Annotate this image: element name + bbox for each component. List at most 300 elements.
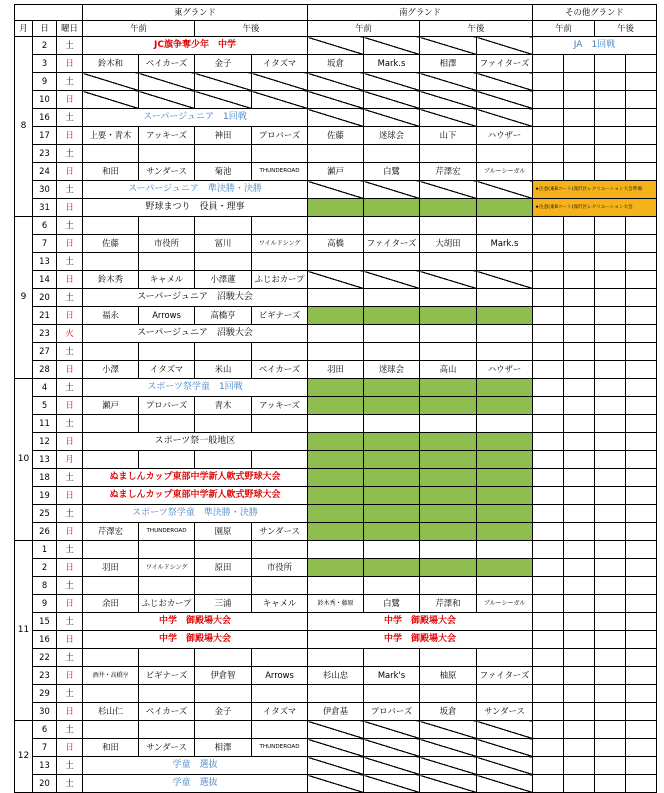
month-cell: 10 bbox=[15, 379, 33, 541]
empty-slot bbox=[626, 361, 657, 379]
team-cell: Arrows bbox=[139, 307, 195, 325]
team-cell: 芹澤和 bbox=[420, 595, 477, 613]
reserved-slot bbox=[420, 433, 477, 451]
team-cell: プロバーズ bbox=[139, 397, 195, 415]
schedule-row bbox=[15, 703, 657, 721]
weekday-cell: 土 bbox=[57, 577, 83, 595]
empty-slot bbox=[564, 613, 595, 631]
unavailable-slot bbox=[308, 91, 364, 109]
empty-slot bbox=[564, 595, 595, 613]
empty-slot bbox=[595, 541, 626, 559]
empty-slot bbox=[595, 739, 626, 757]
team-cell: 大胡田 bbox=[420, 235, 477, 253]
empty-slot bbox=[564, 667, 595, 685]
empty-slot bbox=[252, 145, 308, 163]
weekday-cell: 土 bbox=[57, 253, 83, 271]
empty-slot bbox=[533, 145, 564, 163]
empty-slot bbox=[595, 253, 626, 271]
empty-slot bbox=[139, 415, 195, 433]
empty-slot bbox=[564, 577, 595, 595]
weekday-cell: 土 bbox=[57, 109, 83, 127]
reserved-slot bbox=[477, 199, 533, 217]
empty-slot bbox=[364, 343, 420, 361]
unavailable-slot bbox=[308, 271, 364, 289]
empty-slot bbox=[626, 775, 657, 793]
reserved-slot bbox=[308, 469, 364, 487]
empty-slot bbox=[564, 721, 595, 739]
unavailable-slot bbox=[308, 775, 364, 793]
empty-slot bbox=[564, 343, 595, 361]
empty-slot bbox=[477, 541, 533, 559]
empty-slot bbox=[564, 703, 595, 721]
day-cell: 16 bbox=[33, 109, 57, 127]
unavailable-slot bbox=[308, 757, 364, 775]
team-cell: 神田 bbox=[195, 127, 252, 145]
day-cell: 23 bbox=[33, 325, 57, 343]
unavailable-slot bbox=[420, 37, 477, 55]
south-ground-header: 南グランド bbox=[308, 5, 533, 21]
event-banner: スポーツ祭一般地区 bbox=[83, 433, 308, 451]
empty-slot bbox=[564, 271, 595, 289]
team-cell: ふじおカープ bbox=[139, 595, 195, 613]
unavailable-slot bbox=[308, 109, 364, 127]
empty-slot bbox=[564, 235, 595, 253]
empty-slot bbox=[533, 613, 564, 631]
schedule-row bbox=[15, 595, 657, 613]
team-cell: 福永 bbox=[83, 307, 139, 325]
empty-slot bbox=[564, 397, 595, 415]
team-cell: 白鷺 bbox=[364, 163, 420, 181]
empty-slot bbox=[252, 343, 308, 361]
empty-slot bbox=[564, 523, 595, 541]
reserved-slot bbox=[308, 487, 364, 505]
weekday-cell: 日 bbox=[57, 397, 83, 415]
schedule-row bbox=[15, 397, 657, 415]
empty-slot bbox=[564, 541, 595, 559]
empty-slot bbox=[595, 307, 626, 325]
team-cell: アッキーズ bbox=[252, 397, 308, 415]
team-cell: キャメル bbox=[139, 271, 195, 289]
empty-slot bbox=[252, 451, 308, 469]
empty-slot bbox=[139, 217, 195, 235]
day-cell: 6 bbox=[33, 721, 57, 739]
unavailable-slot bbox=[420, 91, 477, 109]
ground-schedule-table bbox=[14, 4, 657, 793]
team-cell: 芹澤宏 bbox=[420, 163, 477, 181]
team-cell: 坂倉 bbox=[308, 55, 364, 73]
reserved-slot bbox=[308, 379, 364, 397]
empty-slot bbox=[626, 415, 657, 433]
reserved-slot bbox=[420, 523, 477, 541]
empty-slot bbox=[420, 325, 477, 343]
east-ground-header: 東グランド bbox=[83, 5, 308, 21]
empty-slot bbox=[595, 451, 626, 469]
empty-slot bbox=[533, 523, 564, 541]
empty-slot bbox=[533, 109, 564, 127]
unavailable-slot bbox=[477, 775, 533, 793]
team-cell: 米山 bbox=[195, 361, 252, 379]
empty-slot bbox=[364, 577, 420, 595]
weekday-cell: 土 bbox=[57, 181, 83, 199]
reserved-slot bbox=[308, 307, 364, 325]
weekday-cell: 日 bbox=[57, 199, 83, 217]
empty-slot bbox=[420, 145, 477, 163]
day-cell: 25 bbox=[33, 505, 57, 523]
day-cell: 29 bbox=[33, 685, 57, 703]
day-cell: 5 bbox=[33, 397, 57, 415]
empty-slot bbox=[364, 217, 420, 235]
team-cell: 余田 bbox=[83, 595, 139, 613]
empty-slot bbox=[564, 649, 595, 667]
empty-slot bbox=[533, 595, 564, 613]
reserved-slot bbox=[477, 379, 533, 397]
schedule-row bbox=[15, 55, 657, 73]
team-cell: 鈴木秀 bbox=[83, 271, 139, 289]
empty-slot bbox=[626, 163, 657, 181]
reserved-slot bbox=[420, 487, 477, 505]
empty-slot bbox=[139, 541, 195, 559]
schedule-row bbox=[15, 469, 657, 487]
day-cell: 9 bbox=[33, 73, 57, 91]
empty-slot bbox=[533, 307, 564, 325]
reserved-slot bbox=[308, 397, 364, 415]
empty-slot bbox=[595, 163, 626, 181]
reserved-slot bbox=[308, 505, 364, 523]
other-am-header: 午前 bbox=[533, 21, 595, 37]
reserved-slot bbox=[364, 433, 420, 451]
schedule-row bbox=[15, 307, 657, 325]
east-am-header: 午前 bbox=[83, 21, 195, 37]
empty-slot bbox=[626, 109, 657, 127]
event-banner: 中学 御殿場大会 bbox=[308, 631, 533, 649]
event-banner: JC旗争奪少年 中学 bbox=[83, 37, 308, 55]
day-cell: 10 bbox=[33, 91, 57, 109]
empty-slot bbox=[564, 361, 595, 379]
empty-slot bbox=[533, 757, 564, 775]
schedule-row bbox=[15, 343, 657, 361]
empty-slot bbox=[595, 487, 626, 505]
empty-slot bbox=[308, 415, 364, 433]
empty-slot bbox=[477, 253, 533, 271]
team-cell: 三浦 bbox=[195, 595, 252, 613]
schedule-row bbox=[15, 739, 657, 757]
day-cell: 7 bbox=[33, 739, 57, 757]
team-cell: サンダース bbox=[477, 703, 533, 721]
empty-slot bbox=[564, 109, 595, 127]
empty-slot bbox=[420, 541, 477, 559]
empty-slot bbox=[595, 649, 626, 667]
reserved-slot bbox=[308, 433, 364, 451]
empty-slot bbox=[477, 289, 533, 307]
south-am-header: 午前 bbox=[308, 21, 420, 37]
reserved-slot bbox=[420, 379, 477, 397]
day-cell: 17 bbox=[33, 127, 57, 145]
empty-slot bbox=[420, 217, 477, 235]
empty-slot bbox=[477, 217, 533, 235]
team-cell: 金子 bbox=[195, 703, 252, 721]
weekday-header: 曜日 bbox=[57, 21, 83, 37]
day-cell: 16 bbox=[33, 631, 57, 649]
reserved-slot bbox=[308, 451, 364, 469]
day-cell: 2 bbox=[33, 559, 57, 577]
empty-slot bbox=[595, 397, 626, 415]
empty-slot bbox=[533, 127, 564, 145]
schedule-row bbox=[15, 487, 657, 505]
empty-slot bbox=[533, 505, 564, 523]
empty-slot bbox=[420, 577, 477, 595]
team-cell: アッキーズ bbox=[139, 127, 195, 145]
reserved-slot bbox=[364, 199, 420, 217]
empty-slot bbox=[195, 451, 252, 469]
empty-slot bbox=[595, 505, 626, 523]
weekday-cell: 日 bbox=[57, 559, 83, 577]
empty-slot bbox=[308, 145, 364, 163]
empty-slot bbox=[626, 631, 657, 649]
schedule-row bbox=[15, 181, 657, 199]
empty-slot bbox=[533, 163, 564, 181]
unavailable-slot bbox=[420, 775, 477, 793]
empty-slot bbox=[626, 739, 657, 757]
reserved-slot bbox=[308, 199, 364, 217]
reserved-slot bbox=[420, 505, 477, 523]
empty-slot bbox=[364, 145, 420, 163]
empty-slot bbox=[626, 649, 657, 667]
day-cell: 19 bbox=[33, 487, 57, 505]
team-cell: ビギナーズ bbox=[139, 667, 195, 685]
empty-slot bbox=[420, 289, 477, 307]
event-banner: 中学 御殿場大会 bbox=[83, 613, 308, 631]
reserved-slot bbox=[308, 559, 364, 577]
unavailable-slot bbox=[308, 37, 364, 55]
weekday-cell: 日 bbox=[57, 739, 83, 757]
empty-slot bbox=[626, 127, 657, 145]
note-banner: ★注意(東Bコート)深沢区レクリエーション大会準備 bbox=[533, 181, 657, 199]
empty-slot bbox=[195, 343, 252, 361]
empty-slot bbox=[252, 577, 308, 595]
reserved-slot bbox=[477, 487, 533, 505]
team-cell: ベイカーズ bbox=[252, 361, 308, 379]
empty-slot bbox=[83, 217, 139, 235]
empty-slot bbox=[533, 469, 564, 487]
schedule-row bbox=[15, 271, 657, 289]
event-banner: ぬましんカップ東部中学新人軟式野球大会 bbox=[83, 469, 308, 487]
event-banner: JA 1回戦 bbox=[533, 37, 657, 55]
reserved-slot bbox=[477, 559, 533, 577]
team-cell: ファイターズ bbox=[364, 235, 420, 253]
unavailable-slot bbox=[139, 73, 195, 91]
weekday-cell: 日 bbox=[57, 487, 83, 505]
schedule-row bbox=[15, 73, 657, 91]
team-cell: 相澤 bbox=[420, 55, 477, 73]
empty-slot bbox=[364, 415, 420, 433]
reserved-slot bbox=[477, 433, 533, 451]
empty-slot bbox=[595, 775, 626, 793]
team-cell: 菊池 bbox=[195, 163, 252, 181]
empty-slot bbox=[626, 703, 657, 721]
empty-slot bbox=[626, 271, 657, 289]
empty-slot bbox=[83, 577, 139, 595]
empty-slot bbox=[626, 145, 657, 163]
day-cell: 13 bbox=[33, 253, 57, 271]
empty-slot bbox=[626, 73, 657, 91]
empty-slot bbox=[626, 559, 657, 577]
unavailable-slot bbox=[364, 775, 420, 793]
empty-slot bbox=[83, 649, 139, 667]
unavailable-slot bbox=[477, 721, 533, 739]
empty-slot bbox=[533, 451, 564, 469]
empty-slot bbox=[533, 271, 564, 289]
day-cell: 30 bbox=[33, 703, 57, 721]
empty-slot bbox=[626, 91, 657, 109]
empty-slot bbox=[83, 415, 139, 433]
team-cell: 和田 bbox=[83, 163, 139, 181]
weekday-cell: 日 bbox=[57, 55, 83, 73]
unavailable-slot bbox=[477, 181, 533, 199]
weekday-cell: 日 bbox=[57, 271, 83, 289]
empty-slot bbox=[195, 685, 252, 703]
empty-slot bbox=[252, 649, 308, 667]
unavailable-slot bbox=[83, 73, 139, 91]
schedule-row bbox=[15, 757, 657, 775]
empty-slot bbox=[308, 325, 364, 343]
schedule-row bbox=[15, 685, 657, 703]
weekday-cell: 土 bbox=[57, 145, 83, 163]
team-cell: イタズマ bbox=[252, 55, 308, 73]
empty-slot bbox=[195, 649, 252, 667]
unavailable-slot bbox=[364, 721, 420, 739]
event-banner: 中学 御殿場大会 bbox=[83, 631, 308, 649]
team-cell: ベイカーズ bbox=[139, 703, 195, 721]
day-cell: 8 bbox=[33, 577, 57, 595]
other-pm-header: 午後 bbox=[595, 21, 657, 37]
reserved-slot bbox=[364, 505, 420, 523]
empty-slot bbox=[595, 667, 626, 685]
weekday-cell: 日 bbox=[57, 307, 83, 325]
weekday-cell: 火 bbox=[57, 325, 83, 343]
day-cell: 13 bbox=[33, 451, 57, 469]
team-cell: サンダース bbox=[139, 163, 195, 181]
empty-slot bbox=[139, 721, 195, 739]
empty-slot bbox=[533, 577, 564, 595]
empty-slot bbox=[626, 523, 657, 541]
empty-slot bbox=[533, 739, 564, 757]
empty-slot bbox=[595, 757, 626, 775]
unavailable-slot bbox=[364, 109, 420, 127]
unavailable-slot bbox=[364, 181, 420, 199]
team-cell: 酒井・高橋亨 bbox=[83, 667, 139, 685]
empty-slot bbox=[252, 415, 308, 433]
day-cell: 4 bbox=[33, 379, 57, 397]
unavailable-slot bbox=[477, 757, 533, 775]
month-cell: 12 bbox=[15, 721, 33, 793]
empty-slot bbox=[626, 289, 657, 307]
team-cell: 金子 bbox=[195, 55, 252, 73]
day-cell: 26 bbox=[33, 523, 57, 541]
empty-slot bbox=[595, 91, 626, 109]
schedule-row bbox=[15, 127, 657, 145]
empty-slot bbox=[564, 289, 595, 307]
unavailable-slot bbox=[195, 91, 252, 109]
unavailable-slot bbox=[477, 73, 533, 91]
event-banner: スーパージュニア 1回戦 bbox=[83, 109, 308, 127]
team-cell: キャメル bbox=[252, 595, 308, 613]
schedule-row bbox=[15, 37, 657, 55]
unavailable-slot bbox=[364, 91, 420, 109]
reserved-slot bbox=[477, 397, 533, 415]
weekday-cell: 日 bbox=[57, 631, 83, 649]
empty-slot bbox=[564, 739, 595, 757]
empty-slot bbox=[252, 541, 308, 559]
schedule-row bbox=[15, 613, 657, 631]
reserved-slot bbox=[364, 397, 420, 415]
day-cell: 24 bbox=[33, 163, 57, 181]
empty-slot bbox=[595, 685, 626, 703]
empty-slot bbox=[477, 415, 533, 433]
empty-slot bbox=[308, 217, 364, 235]
team-cell: 高橋 bbox=[308, 235, 364, 253]
empty-slot bbox=[564, 127, 595, 145]
empty-slot bbox=[83, 343, 139, 361]
day-cell: 20 bbox=[33, 775, 57, 793]
empty-slot bbox=[420, 253, 477, 271]
empty-slot bbox=[595, 235, 626, 253]
day-cell: 2 bbox=[33, 37, 57, 55]
empty-slot bbox=[564, 685, 595, 703]
empty-slot bbox=[626, 379, 657, 397]
unavailable-slot bbox=[477, 109, 533, 127]
team-cell: 白鷺 bbox=[364, 595, 420, 613]
empty-slot bbox=[564, 145, 595, 163]
empty-slot bbox=[564, 163, 595, 181]
team-cell: ふじおカープ bbox=[252, 271, 308, 289]
day-cell: 20 bbox=[33, 289, 57, 307]
day-cell: 12 bbox=[33, 433, 57, 451]
empty-slot bbox=[564, 559, 595, 577]
empty-slot bbox=[308, 649, 364, 667]
schedule-row bbox=[15, 541, 657, 559]
empty-slot bbox=[533, 667, 564, 685]
empty-slot bbox=[626, 613, 657, 631]
day-cell: 14 bbox=[33, 271, 57, 289]
event-banner: スポーツ祭学童 準決勝・決勝 bbox=[83, 505, 308, 523]
empty-slot bbox=[595, 343, 626, 361]
empty-slot bbox=[533, 685, 564, 703]
team-cell: 高橋亨 bbox=[195, 307, 252, 325]
event-banner: ぬましんカップ東部中学新人軟式野球大会 bbox=[83, 487, 308, 505]
reserved-slot bbox=[364, 523, 420, 541]
empty-slot bbox=[626, 253, 657, 271]
empty-slot bbox=[364, 325, 420, 343]
reserved-slot bbox=[364, 451, 420, 469]
empty-slot bbox=[564, 307, 595, 325]
empty-slot bbox=[252, 721, 308, 739]
empty-slot bbox=[595, 55, 626, 73]
team-cell: ワイルドシング bbox=[139, 559, 195, 577]
empty-slot bbox=[564, 73, 595, 91]
empty-slot bbox=[595, 613, 626, 631]
unavailable-slot bbox=[477, 37, 533, 55]
day-header: 日 bbox=[33, 21, 57, 37]
team-cell: 市役所 bbox=[252, 559, 308, 577]
empty-slot bbox=[83, 451, 139, 469]
team-cell: 和田 bbox=[83, 739, 139, 757]
empty-slot bbox=[626, 595, 657, 613]
empty-slot bbox=[533, 289, 564, 307]
note-banner: ★注意(東Bコート)深沢区レクリエーション大会 bbox=[533, 199, 657, 217]
empty-slot bbox=[564, 91, 595, 109]
empty-slot bbox=[626, 397, 657, 415]
empty-slot bbox=[533, 379, 564, 397]
